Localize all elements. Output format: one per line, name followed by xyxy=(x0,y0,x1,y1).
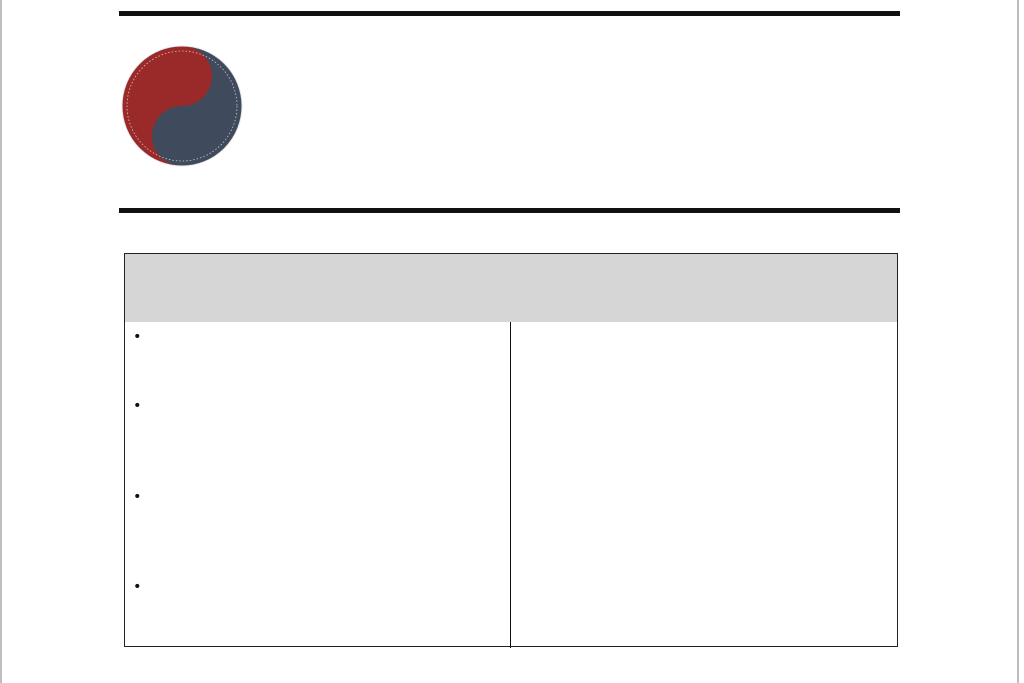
sitd-tpsa-logo xyxy=(120,44,244,168)
panel-table xyxy=(124,253,898,647)
page-edge-right xyxy=(1017,0,1019,683)
speaker-name xyxy=(133,579,148,595)
speaker-name xyxy=(133,489,148,505)
panel-header xyxy=(125,254,897,322)
top-rule xyxy=(119,11,900,16)
page-edge-left xyxy=(0,0,2,683)
speaker xyxy=(133,326,503,349)
speaker xyxy=(133,576,503,599)
speaker-name xyxy=(133,329,148,345)
bottom-rule xyxy=(119,208,900,213)
speaker-name xyxy=(133,398,148,414)
column-divider xyxy=(510,322,511,648)
speaker xyxy=(133,486,503,509)
speaker xyxy=(133,395,503,418)
